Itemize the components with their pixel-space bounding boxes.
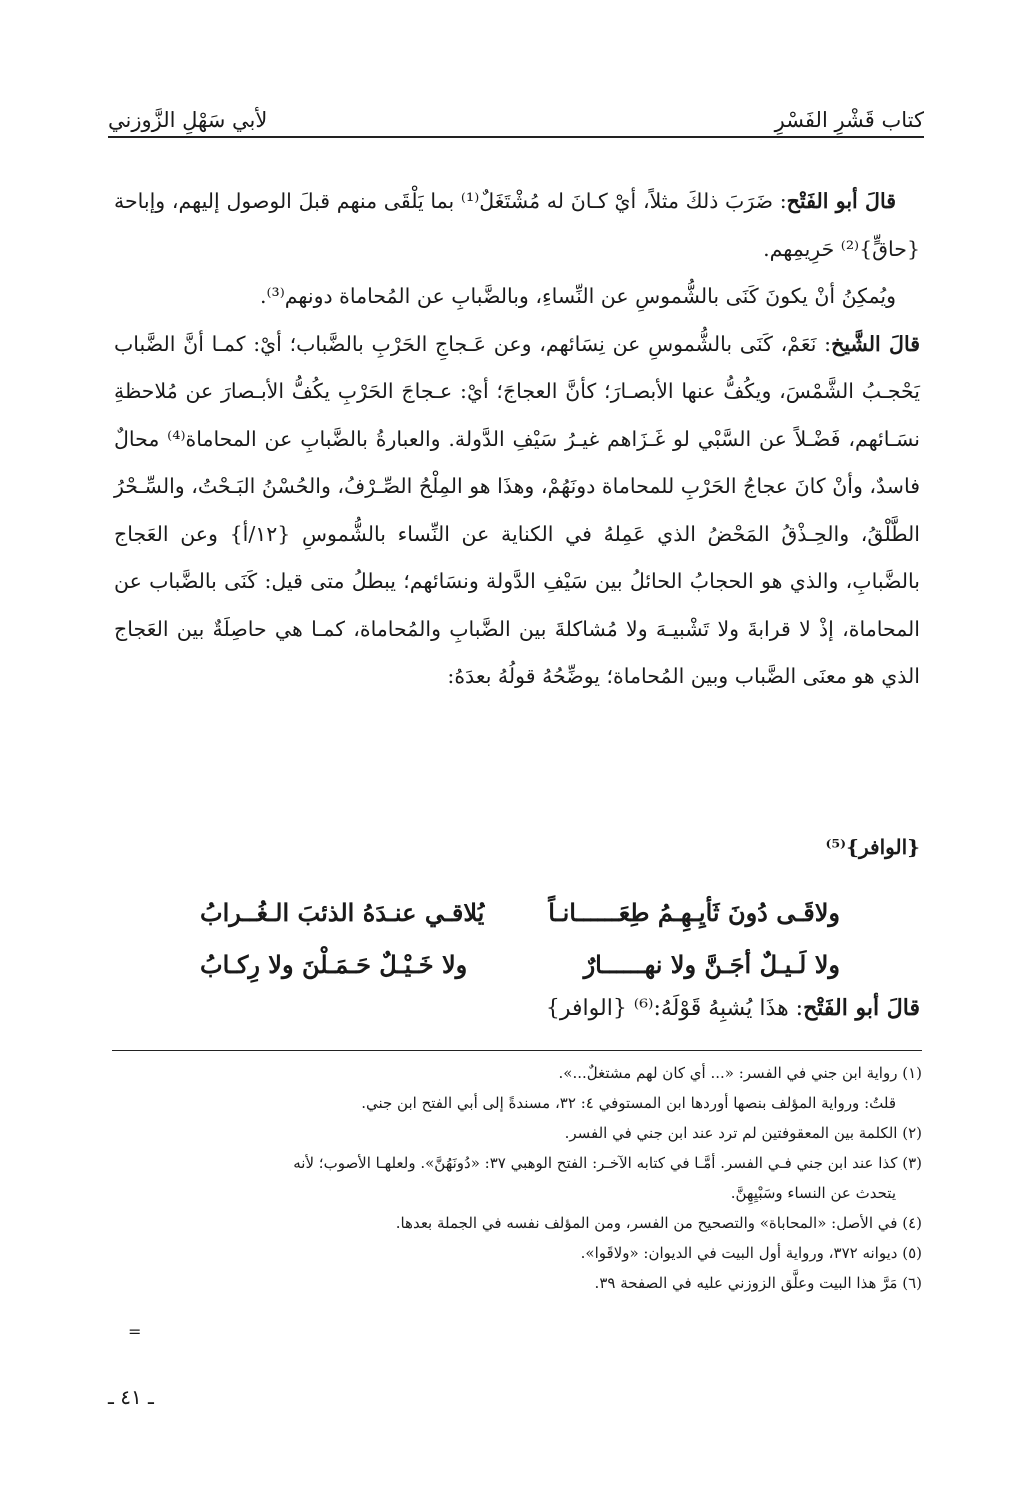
hemistich-first: ولاقَـى دُونَ ثَأيِـهِـمُ طِعَــــــانـاً <box>548 897 840 927</box>
footnote-4: (٤) في الأصل: «المحاباة» والتصحيح من الفسر، ومن المؤلف نفسه في الجملة بعدها. <box>395 1214 922 1232</box>
hemistich-second: ولا خَـيْـلٌ حَـمَـلْنَ ولا رِكـابُ <box>200 949 468 979</box>
page-number: ـ ٤١ ـ <box>108 1385 154 1409</box>
speaker-label: قالَ أبو الفَتْح <box>803 995 920 1021</box>
running-header <box>108 98 924 138</box>
verse-line-1 <box>200 886 840 938</box>
footnote-3-continuation: يتحدث عن النساء وسَبْيِهِنَّ. <box>730 1184 896 1202</box>
poem-verse <box>200 886 840 990</box>
continuation-mark: = <box>128 1322 142 1341</box>
footnotes <box>116 1058 922 1298</box>
meter-label: {الوافر}⁽⁵⁾ <box>825 835 920 859</box>
hemistich-first: ولا لَـيـلٌ أجَـنَّ ولا نهــــــارٌ <box>583 949 840 979</box>
footnote-1: (١) رواية ابن جني في الفسر: «... أي كان لهم مشتغلٌ...». <box>558 1064 922 1082</box>
verse-line-2 <box>200 938 840 990</box>
footnote-3 <box>116 1148 922 1208</box>
main-text <box>114 178 920 701</box>
footnote-3-text: (٣) كذا عند ابن جني فـي الفسر. أمَّـا في كتابه الآخـر: الفتح الوهبي ٣٧: «دُونَهُنَّ». ولعلهـا الأصوب؛ لأنه <box>293 1154 922 1172</box>
paragraph-2: ويُمكِنُ أنْ يكونَ كَنَى بالشُّموسِ عن النِّساءِ، وبالضَّبابِ عن المُحاماة دونهم⁽³⁾. <box>259 284 896 308</box>
footnote-6: (٦) مَرَّ هذا البيت وعلَّق الزوزني عليه في الصفحة ٣٩. <box>594 1274 922 1292</box>
header-book-title: كتاب قَشْرِ الفَسْرِ <box>774 108 924 132</box>
footnote-2: (٢) الكلمة بين المعقوفتين لم ترد عند ابن جني في الفسر. <box>564 1124 922 1142</box>
header-author: لأبي سَهْلِ الزَّوزني <box>108 108 268 132</box>
speaker-label: قالَ الشَّيخ <box>831 331 920 356</box>
paragraph-text: : نَعَمْ، كَنَى بالشُّموسِ عن نِسَائهم، وعن عَـجاجِ الحَرْبِ بالضَّباب؛ أيْ: كمـا أنَّ الضَّباب يَحْجـبُ الشَّمْسَ، ويكُفُّ عنها الأبصـارَ؛ كأنَّ العجاجَ؛ أيْ: عـجاجَ الحَرْبِ يكُفُّ الأبـصارَ عن مُلاحظةِ نسَـائهم، فَضْـلاً عن السَّبْي لو غَـزَاهم غيـرُ سَيْفِ الدَّولة. والعبارةُ بالضَّبابِ عن المحاماة⁽⁴⁾ محالٌ فاسدٌ، وأنْ كانَ عجاجُ الحَرْبِ للمحاماة دونَهُمْ، وهذَا هو المِلْحُ الصِّـرْفُ، والحُسْنُ البَـحْتُ، والسِّـحْرُ الطَّلْقُ، والحِـذْقُ المَحْضُ الذي عَمِلهُ في الكناية عن النِّساء بالشُّموسِ {١٢/أ} وعن العَجاج بالضَّبابِ، والذي هو الحجابُ الحائلُ بين سَيْفِ الدَّولة ونسَائهم؛ يبطلُ متى قيل: كَنَى بالضَّباب عن المحاماة، إذْ لا قرابةَ ولا تَشْبيـهَ ولا مُشاكلةَ بين الضَّبابِ والمُحاماة، كمـا هي حاصِلَةٌ بين العَجاج الذي هو معنَى الضَّباب وبين المُحاماة؛ يوضِّحُهُ قولُهُ بعدَهُ: <box>114 331 921 688</box>
paragraph-1 <box>114 178 920 273</box>
footnote-5: (٥) ديوانه ٣٧٢، ورواية أول البيت في الديوان: «ولاقَوا». <box>580 1244 922 1262</box>
footnote-divider <box>112 1050 922 1051</box>
closing-text: : هذَا يُشبِهُ قَوْلَهُ:⁽⁶⁾ {الوافر} <box>545 996 804 1021</box>
footnote-1-note: قلتُ: ورواية المؤلف بنصها أوردها ابن المستوفي ٤: ٣٢، مسندةً إلى أبي الفتح ابن جني. <box>361 1094 896 1112</box>
hemistich-second: يُلاقـي عنـدَهُ الذئبَ الـغُــرابُ <box>200 897 485 927</box>
paragraph-text: : ضَرَبَ ذلكَ مثلاً، أيْ كـانَ له مُشْتَغَلٌ⁽¹⁾ بما يَلْقَى منهم قبلَ الوصول إليهم، وإباحة {حاقٍّ}⁽²⁾ حَرِيمِهم. <box>114 189 920 261</box>
paragraph-3 <box>114 321 920 701</box>
speaker-label: قالَ أبو الفَتْح <box>786 189 896 213</box>
closing-line <box>546 995 920 1021</box>
